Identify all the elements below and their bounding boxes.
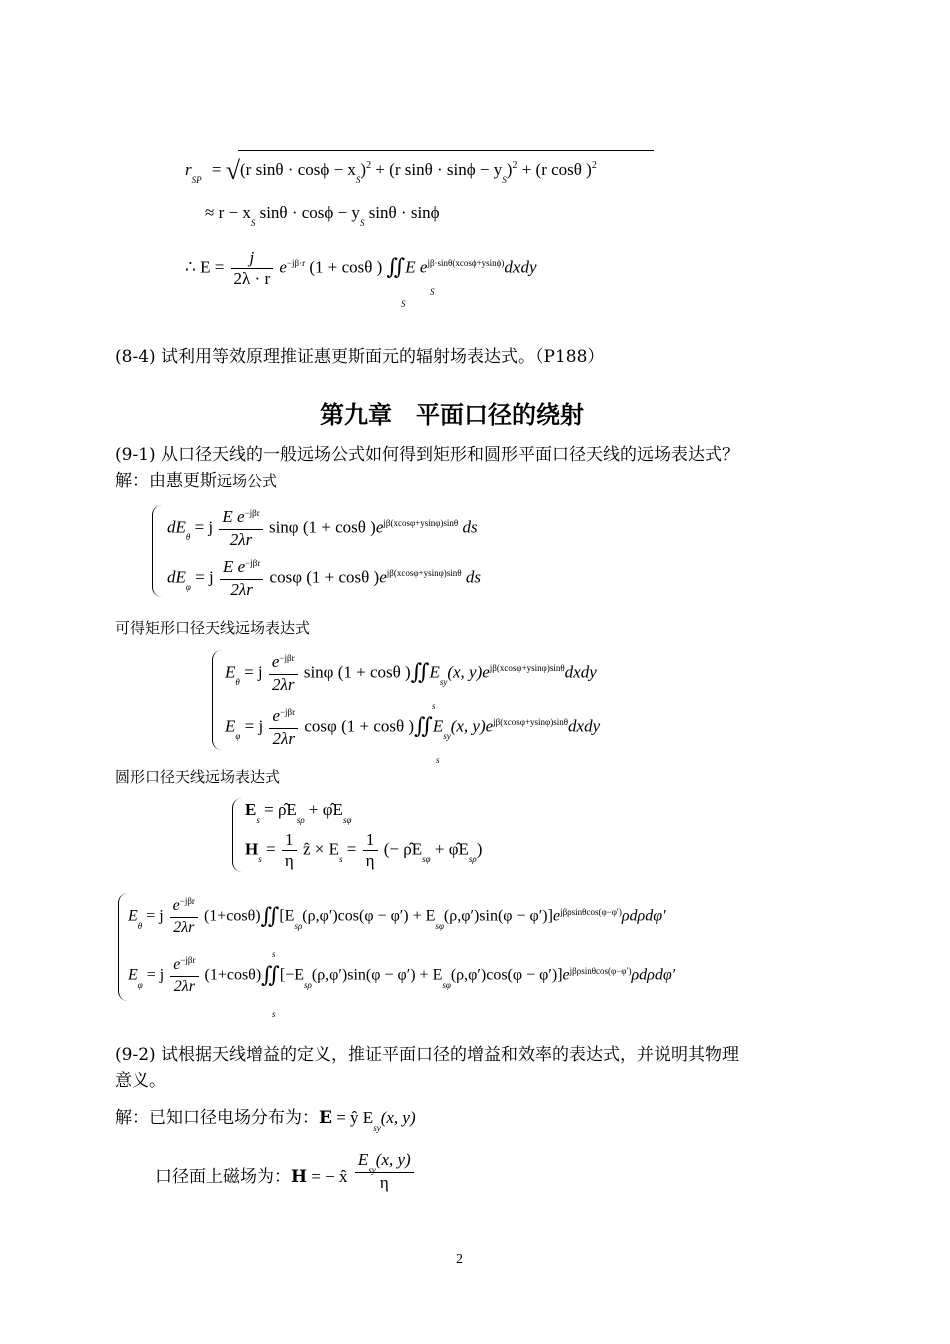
equation-approx: ≈ $r - x_S$ $\sin\theta \cdot \cos\phi - y_S$ sinθ · sinϕ: [205, 203, 440, 228]
equation-Hs: $H_s$ = $\frac{1}{\eta}$ ẑ × $E_s$ = $\frac{1}{\eta}$ (− $\rhôE_{s\varphi}$ + $\varphîE_{s\rho}$): [245, 830, 483, 870]
rect-label: 可得矩形口径天线远场表达式: [115, 619, 311, 637]
circ-label: 圆形口径天线远场表达式: [115, 768, 281, 786]
equation-dE-theta: $dE_\theta = j$ $\frac{E e^{-j\beta r}}{2\lambda r}$ sinφ (1 + cosθ )$e^{j\beta(xcos\varphi+ysin\varphi)sin\theta}$ ds: [167, 507, 478, 549]
equation-Es: $E_s$ = $\rhôE_{s\rho}$ + $\varphîE_{s\varphi}$: [245, 800, 352, 825]
brace-huygens: [152, 505, 163, 597]
solution-9-1: 解：由惠更斯远场公式: [115, 471, 278, 491]
problem-9-2-line1: (9-2) 试根据天线增益的定义，推证平面口径的增益和效率的表达式，并说明其物理: [115, 1045, 740, 1065]
problem-9-2-line2: 意义。: [115, 1071, 166, 1091]
equation-E-theta-rect: $E_\theta = j$ $\frac{e^{-j\beta r}}{2\lambda r}$ sinφ (1 + cosθ )∬ $E_{sy}(x$, $y)e^{j\beta(xcos\varphi+ysin\varphi)sin\theta}dxdy$: [225, 652, 597, 694]
sqrt-bar: [238, 150, 654, 151]
equation-rsp: $r_{SP} = √(r$ $\sin\theta \cdot \cos\phi - x_S)^2 + (r$ $\sin\theta \cdot \sin\phi - y_S)^2 + (r$ cosθ )$^2$: [185, 156, 597, 185]
brace-rect: [212, 650, 223, 750]
solution-9-2-E: 解：已知口径电场分布为：E = ŷ $E_{sy}(x$, y): [115, 1108, 416, 1133]
equation-E-theta-circ: $E_\theta = j$ $\frac{e^{-j\beta r}}{2\lambda r}$ (1+cosθ)∬ $[E_{s\rho}(\rho,\varphi')\cos(\varphi - \varphi') + E_{s\varphi}(\rho,\varphi')\sin(\varphi - \varphi')]e^{j\beta\rho sin\theta cos(\varphi-\varphi')}\rho d\rho d\varphi'$: [128, 896, 666, 936]
brace-fields: [232, 798, 243, 872]
equation-E-far: ∴ E = $\frac{j}{2\lambda \cdot r}$ $e^{-j\beta\cdot r}$ (1 + cosθ ) ∬ E $e^{j\beta\cdot sin\theta(xcos\phi+ysin\phi)}dxdy$: [185, 248, 537, 288]
double-integral-sign: ∬: [386, 254, 400, 280]
equation-dE-phi: $dE_\varphi = j$ $\frac{E e^{-j\beta r}}{2\lambda r}$ cosφ (1 + cosθ )$e^{j\beta(xcos\varphi+ysin\varphi)sin\theta}$ ds: [167, 557, 481, 599]
solution-9-2-H: 口径面上磁场为：H = − x̂ $\frac{E_{sy}(x, y)}{\eta}$: [155, 1150, 416, 1193]
sqrt-sign: √: [225, 156, 240, 185]
equation-E-phi-circ: $E_\varphi = j$ $\frac{e^{-j\beta r}}{2\lambda r}$ (1+cosθ)∬ $[-E_{s\rho}(\rho,\varphi')\sin(\varphi - \varphi') + E_{s\varphi}(\rho,\varphi')\cos(\varphi - \varphi')]e^{j\beta\rho sin\theta cos(\varphi-\varphi')}\rho d\rho d\varphi'$: [128, 955, 676, 995]
problem-8-4: (8-4) 试利用等效原理推证惠更斯面元的辐射场表达式。（P188）: [115, 347, 605, 367]
page-number: 2: [456, 1252, 463, 1267]
fraction: $\frac{j}{2\lambda \cdot r}$: [231, 248, 274, 289]
problem-9-1: (9-1) 从口径天线的一般远场公式如何得到矩形和圆形平面口径天线的远场表达式？: [115, 445, 740, 465]
equation-E-phi-rect: $E_\varphi = j$ $\frac{e^{-j\beta r}}{2\lambda r}$ cosφ (1 + cosθ )∬ $E_{sy}(x$, $y)e^{j\beta(xcos\varphi+ysin\varphi)sin\theta}dxdy$: [225, 706, 601, 748]
chapter-title: 第九章 平面口径的绕射: [320, 401, 584, 429]
